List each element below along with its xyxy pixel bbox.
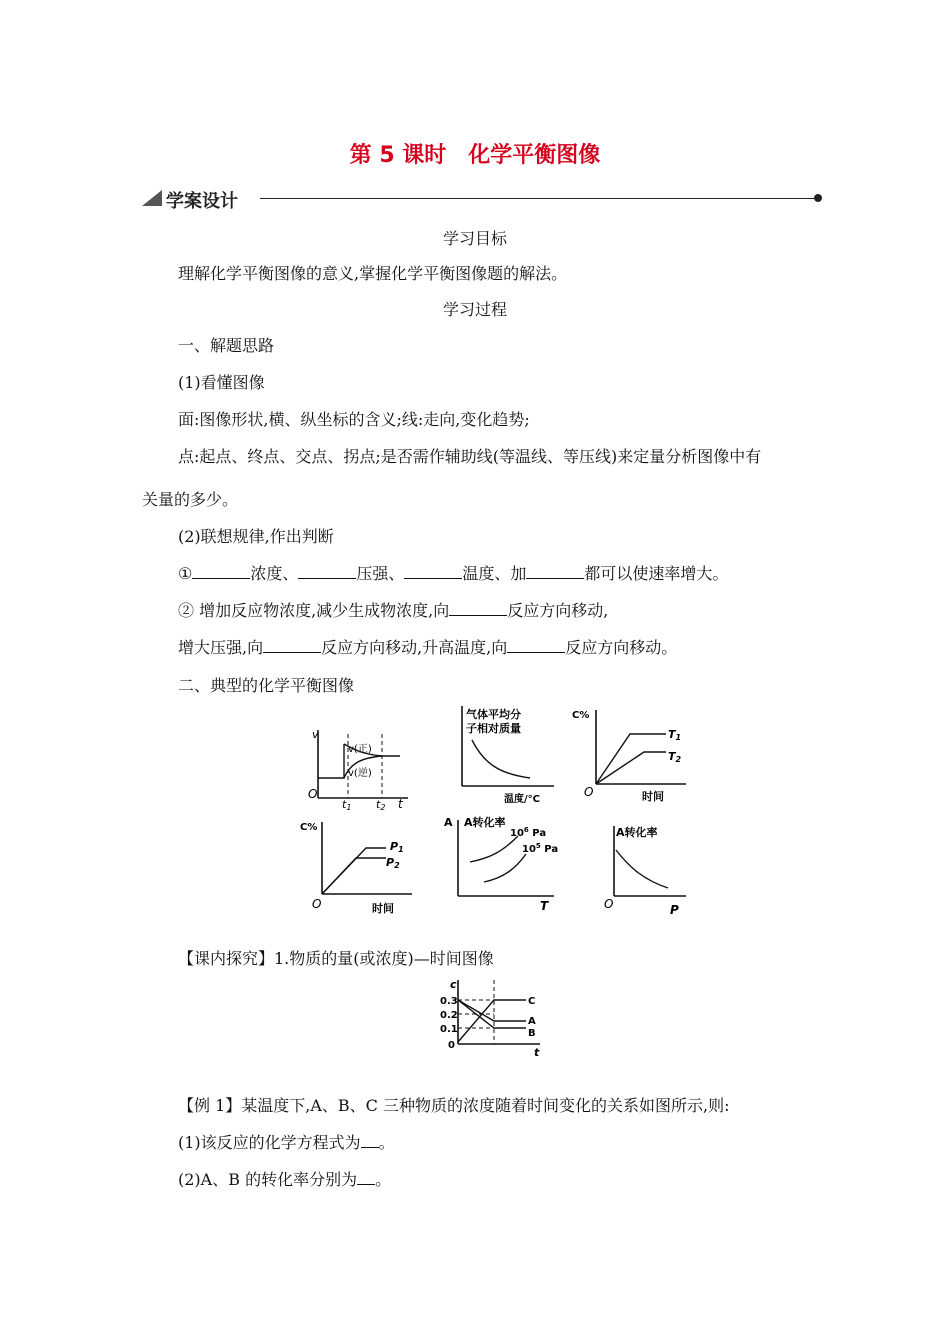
origin-label: O	[604, 897, 614, 911]
x-label: P	[670, 903, 679, 916]
y-label: C%	[300, 822, 318, 833]
answer-blank[interactable]	[449, 601, 507, 616]
y-tick-label: 0.3	[440, 996, 458, 1007]
answer-blank[interactable]	[526, 564, 584, 579]
y-label: A转化率	[616, 826, 658, 839]
y-label: A转化率	[464, 816, 506, 829]
curve-1e6	[470, 836, 518, 862]
t2-label: t2	[376, 798, 386, 810]
item-1: (1)看懂图像	[178, 373, 265, 392]
triangle-icon	[142, 190, 162, 206]
p1-curve-label: P1	[390, 840, 404, 854]
curve-p2	[322, 858, 386, 894]
point-text-cont: 关量的多少。	[142, 490, 239, 509]
face-text: 面:图像形状,横、纵坐标的含义;线:走向,变化趋势;	[178, 410, 530, 429]
t1-label: t1	[342, 798, 352, 810]
origin-label: O	[584, 785, 594, 799]
x-label: t	[398, 797, 403, 810]
curve	[472, 740, 530, 778]
goal-heading: 学习目标	[442, 229, 507, 248]
forward-label: v(正)	[348, 744, 372, 755]
graph-conversion-temperature	[440, 812, 565, 916]
concentration-time-chart	[430, 976, 550, 1062]
y-label: v	[312, 728, 319, 741]
y-tick-label: 0.2	[440, 1010, 458, 1021]
explore-heading: 【课内探究】1.物质的量(或浓度)—时间图像	[178, 949, 494, 968]
reverse-label: v(逆)	[348, 768, 372, 779]
banner-rule	[260, 198, 814, 199]
answer-blank[interactable]	[357, 1170, 375, 1185]
answer-blank[interactable]	[298, 564, 356, 579]
origin-label: O	[308, 787, 318, 801]
fill-line-2: ② 增加反应物浓度,减少生成物浓度,向 反应方向移动,	[178, 601, 609, 620]
t1-curve-label: T1	[668, 728, 682, 742]
series-c-label: C	[528, 996, 536, 1007]
page-title: 第 5 课时 化学平衡图像	[349, 143, 601, 168]
banner-label: 学案设计	[166, 191, 238, 212]
series-a-label: A	[528, 1016, 536, 1027]
item-2: (2)联想规律,作出判断	[178, 527, 334, 546]
y-label: c	[450, 978, 457, 991]
point-text: 点:起点、终点、交点、拐点;是否需作辅助线(等温线、等压线)来定量分析图像中有	[178, 447, 762, 466]
graph-c-time-pressure	[300, 816, 420, 916]
x-label: 时间	[642, 790, 664, 803]
graph-conversion-pressure	[596, 820, 696, 916]
answer-blank[interactable]	[361, 1133, 379, 1148]
fill-line-1: ① 浓度、 压强、 温度、加 都可以使速率增大。	[178, 564, 729, 583]
graph-velocity-time	[300, 720, 420, 810]
graph-c-time-temperature	[572, 704, 692, 804]
curve-1e5	[484, 854, 526, 882]
question-2: (2)A、B 的转化率分别为 。	[178, 1170, 392, 1189]
section-2-heading: 二、典型的化学平衡图像	[178, 676, 355, 695]
section-banner	[142, 184, 822, 212]
process-heading: 学习过程	[442, 300, 507, 319]
x-label: t	[534, 1046, 540, 1059]
t2-curve-label: T2	[668, 750, 682, 764]
step-line	[318, 744, 344, 778]
curve	[616, 850, 668, 888]
y-axis-letter: A	[444, 816, 453, 829]
answer-blank[interactable]	[507, 638, 565, 653]
graph-molar-mass-temperature	[450, 700, 560, 810]
label-1e5: $10^5$ Pa	[522, 842, 559, 855]
goal-text: 理解化学平衡图像的意义,掌握化学平衡图像题的解法。	[178, 264, 568, 283]
curve-p1	[322, 848, 386, 894]
answer-blank[interactable]	[192, 564, 250, 579]
x-label: T	[540, 899, 549, 913]
y-label-1: 气体平均分	[466, 708, 521, 721]
section-1-heading: 一、解题思路	[178, 336, 275, 355]
y-label-2: 子相对质量	[466, 722, 521, 735]
example-line: 【例 1】某温度下,A、B、C 三种物质的浓度随着时间变化的关系如图所示,则:	[178, 1096, 730, 1115]
x-label: 时间	[372, 902, 394, 915]
y-tick-label: 0.1	[440, 1024, 458, 1035]
y-tick-label: 0	[448, 1040, 455, 1051]
dot-icon	[814, 194, 822, 202]
question-1: (1)该反应的化学方程式为 。	[178, 1133, 395, 1152]
label-1e6: $10^6$ Pa	[510, 826, 547, 839]
fill-line-3: 增大压强,向 反应方向移动,升高温度,向 反应方向移动。	[178, 638, 678, 657]
series-b-label: B	[528, 1028, 536, 1039]
x-label: 温度/°C	[504, 794, 540, 805]
origin-label: O	[312, 897, 322, 911]
answer-blank[interactable]	[404, 564, 462, 579]
y-label: C%	[572, 710, 590, 721]
answer-blank[interactable]	[263, 638, 321, 653]
p2-curve-label: P2	[386, 856, 400, 870]
